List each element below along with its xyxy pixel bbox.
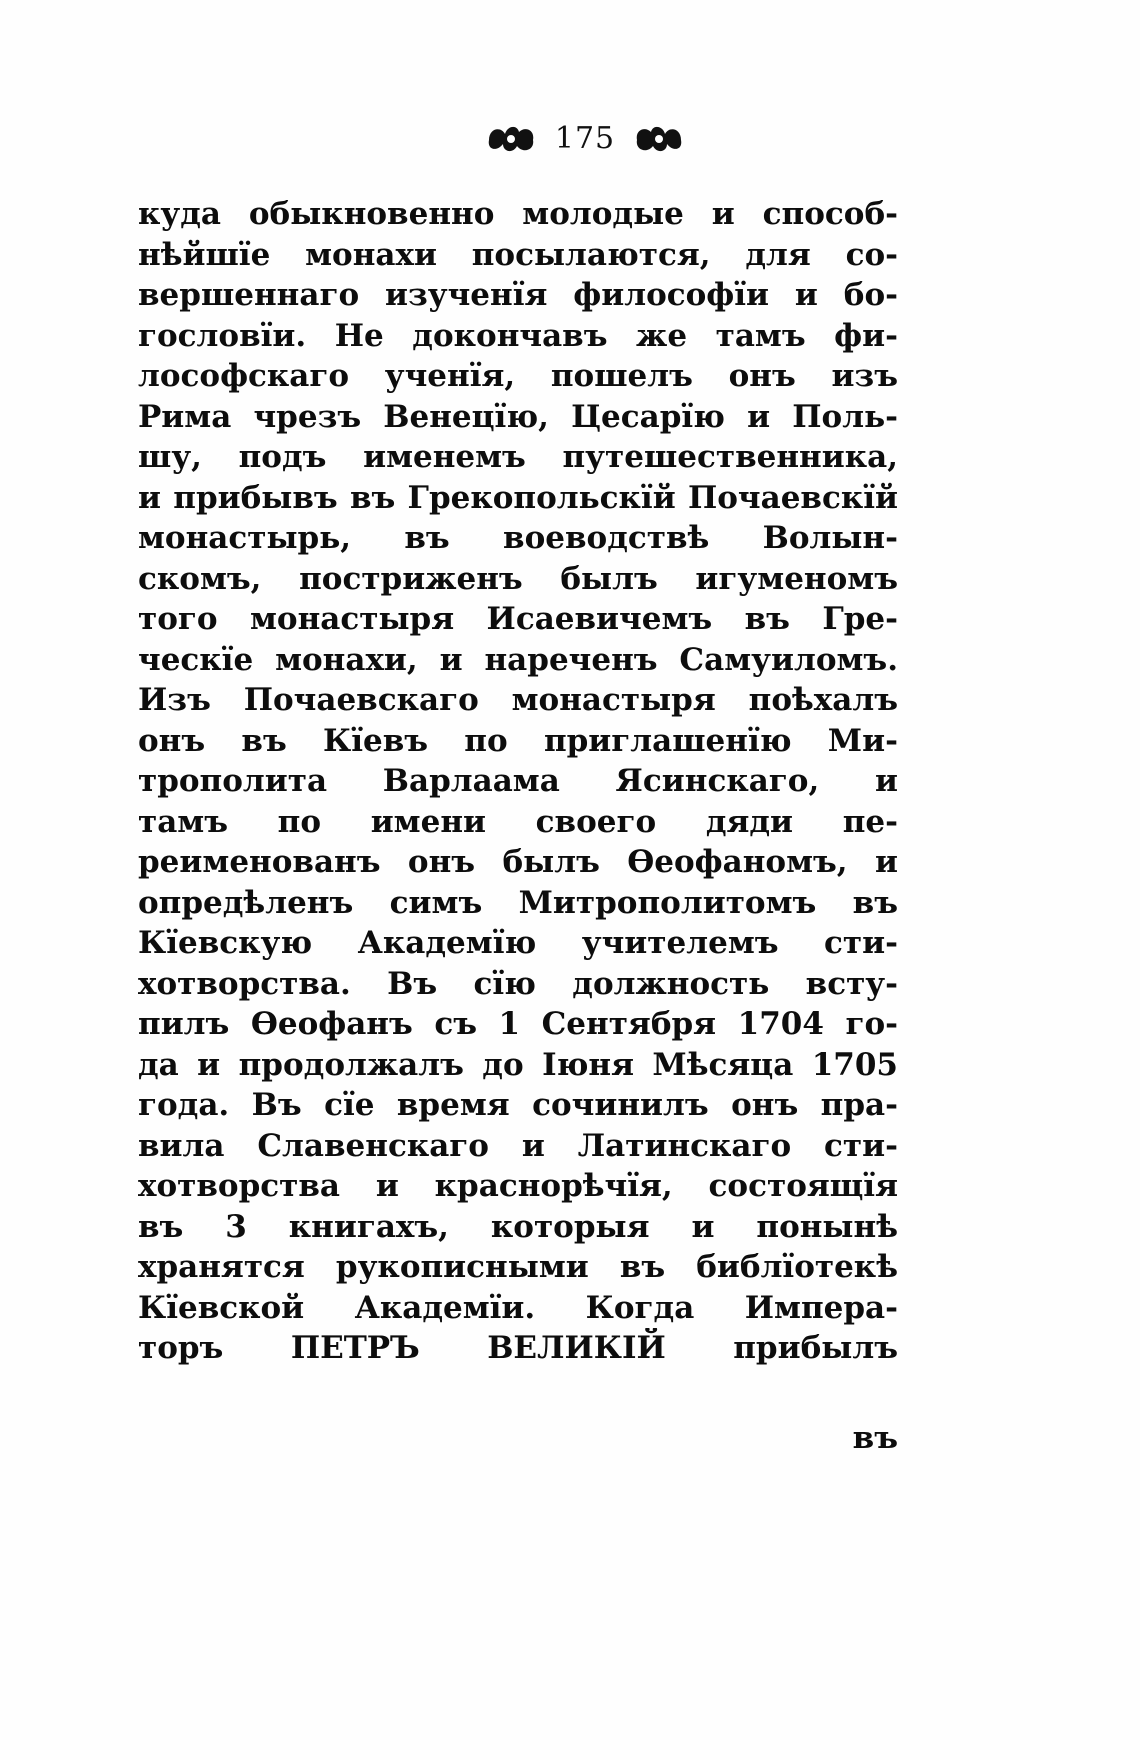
text-line-2: нѣйшїе монахи посылаются, для со- bbox=[138, 236, 898, 273]
text-line-9: монастырь, въ воеводствѣ Волын- bbox=[138, 520, 898, 556]
page-number: 175 bbox=[554, 120, 616, 156]
text-line-16: тамъ по имени своего дяди пе- bbox=[138, 803, 898, 840]
catchword: въ bbox=[852, 1420, 898, 1456]
text-line-14: онъ въ Кїевъ по приглашенїю Ми- bbox=[138, 722, 898, 759]
text-line-15: трополита Варлаама Ясинскаго, и bbox=[138, 763, 898, 799]
text-line-11: того монастыря Исаевичемъ въ Гре- bbox=[138, 601, 898, 637]
text-line-1: куда обыкновенно молодые и способ- bbox=[138, 196, 898, 232]
text-line-6: Рима чрезъ Венецїю, Цесарїю и Поль- bbox=[138, 398, 898, 435]
text-line-5: лософскаго ученїя, пошелъ онъ изъ bbox=[138, 358, 898, 394]
text-line-22: да и продолжалъ до Iюня Мѣсяца 1705 bbox=[138, 1046, 898, 1083]
text-line-23: года. Въ сїе время сочинилъ онъ пра- bbox=[138, 1087, 898, 1123]
ornament-right-icon bbox=[629, 118, 687, 158]
text-line-8: и прибывъ въ Грекопольскїй Почаевскїй bbox=[138, 479, 898, 516]
text-line-28: Кїевской Академїи. Когда Импера- bbox=[138, 1289, 898, 1326]
text-line-18: опредѣленъ симъ Митрополитомъ въ bbox=[138, 884, 898, 921]
text-line-10: скомъ, постриженъ былъ игуменомъ bbox=[138, 560, 898, 597]
text-line-26: въ 3 книгахъ, которыя и понынѣ bbox=[138, 1208, 898, 1245]
text-line-12: ческїе монахи, и нареченъ Самуиломъ. bbox=[138, 641, 898, 678]
body-text bbox=[138, 194, 898, 1369]
text-line-25: хотворства и краснорѣчїя, состоящїя bbox=[138, 1168, 898, 1204]
text-line-4: гословїи. Не докончавъ же тамъ фи- bbox=[138, 317, 898, 354]
text-line-21: пилъ Ѳеофанъ съ 1 Сентября 1704 го- bbox=[138, 1006, 898, 1042]
text-line-13: Изъ Почаевскаго монастыря поѣхалъ bbox=[138, 682, 898, 718]
text-line-7: шу, подъ именемъ путешественника, bbox=[138, 439, 898, 475]
text-line-20: хотворства. Въ сїю должность всту- bbox=[138, 965, 898, 1002]
text-line-29: торъ ПЕТРЪ ВЕЛИКІЙ прибылъ bbox=[138, 1330, 898, 1366]
text-line-17: реименованъ онъ былъ Ѳеофаномъ, и bbox=[138, 844, 898, 880]
text-line-27: хранятся рукописными въ библїотекѣ bbox=[138, 1249, 898, 1285]
text-line-19: Кїевскую Академїю учителемъ сти- bbox=[138, 925, 898, 961]
page-header bbox=[0, 108, 1140, 168]
text-line-24: вила Славенскаго и Латинскаго сти- bbox=[138, 1127, 898, 1164]
text-line-3: вершеннаго изученїя философїи и бо- bbox=[138, 277, 898, 313]
ornament-left-icon bbox=[483, 118, 541, 158]
